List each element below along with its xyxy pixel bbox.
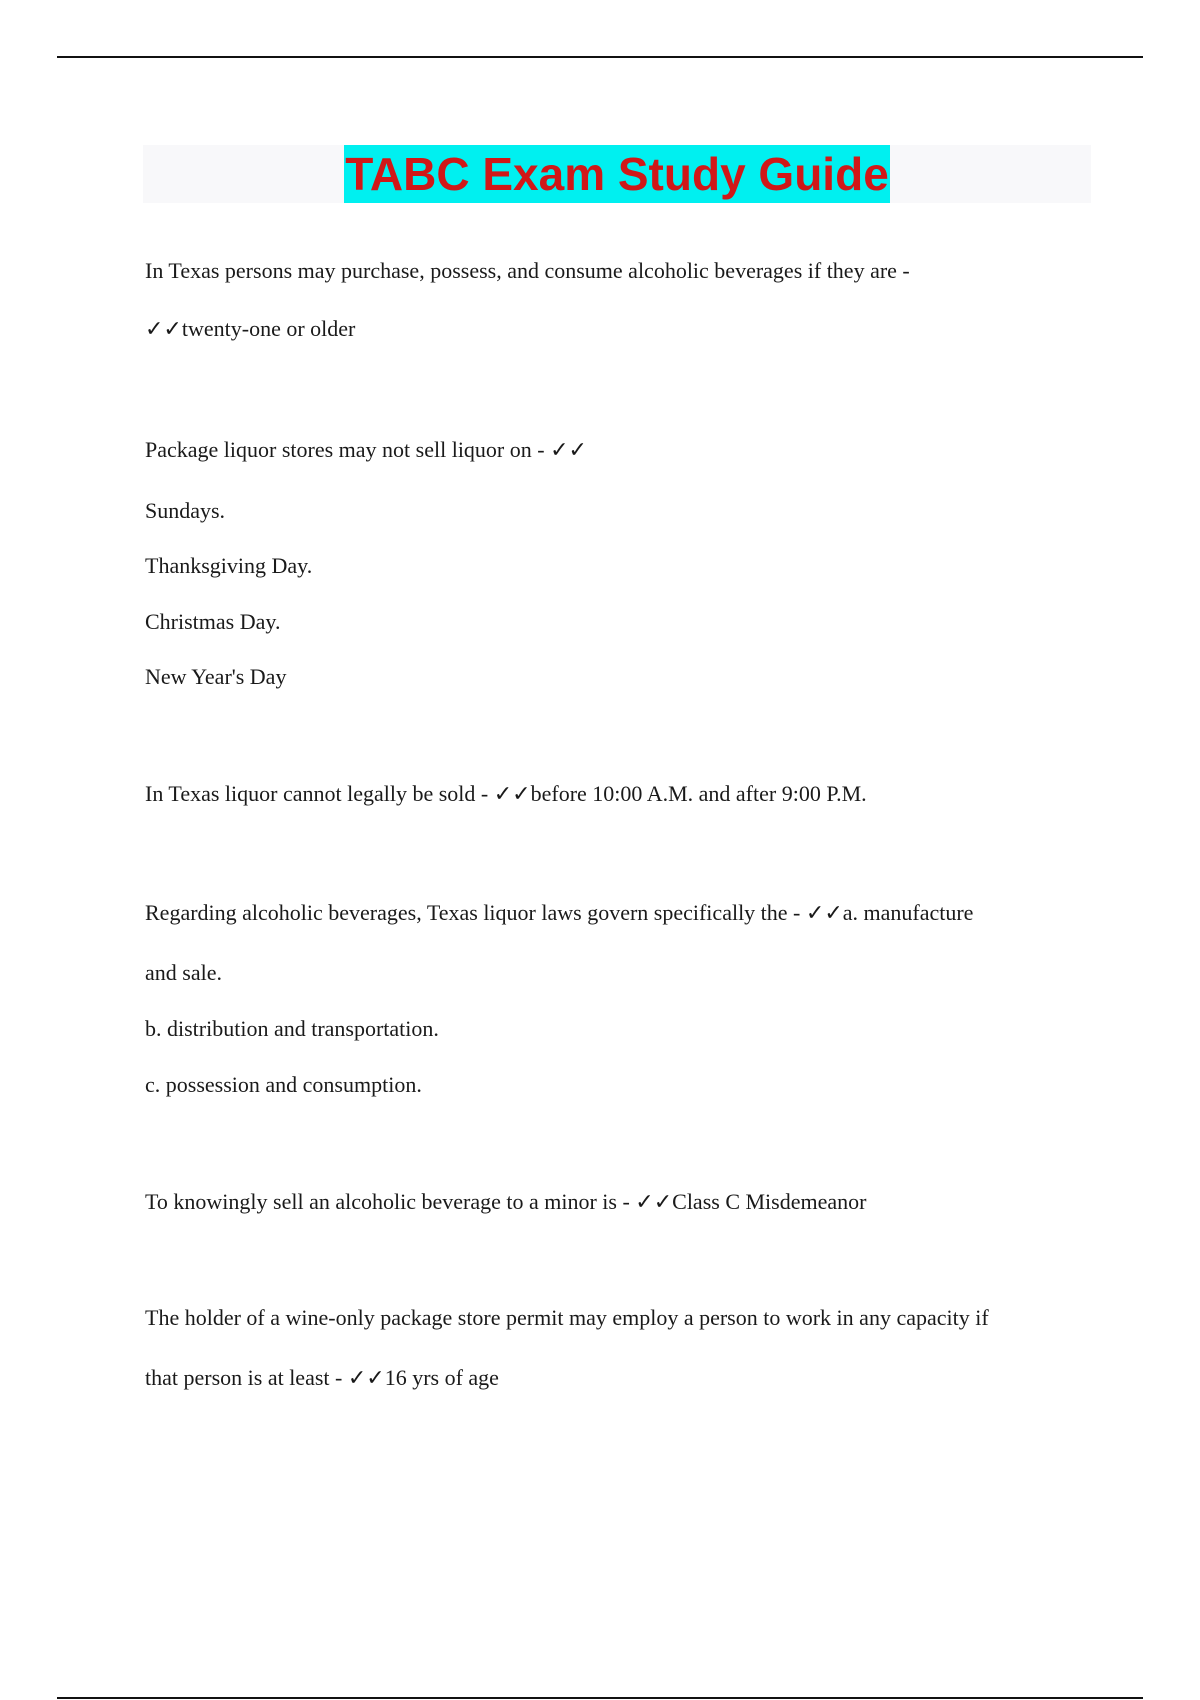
- q5-question-answer: To knowingly sell an alcoholic beverage to a minor is - ✓✓Class C Misdemeanor: [145, 1189, 867, 1214]
- q4-answer-line: c. possession and consumption.: [145, 1072, 422, 1097]
- document-title: TABC Exam Study Guide: [344, 145, 890, 203]
- title-banner: [143, 145, 1091, 203]
- q4-answer-line: and sale.: [145, 960, 222, 985]
- q2-answer-line: Sundays.: [145, 498, 226, 523]
- q2-answer-line: Thanksgiving Day.: [145, 553, 313, 578]
- top-rule: [57, 56, 1143, 58]
- q1-question: In Texas persons may purchase, possess, and consume alcoholic beverages if they are -: [145, 258, 910, 283]
- q2-question: Package liquor stores may not sell liquor on - ✓✓: [145, 437, 587, 462]
- q2-answer-line: Christmas Day.: [145, 609, 281, 634]
- q6-question: The holder of a wine-only package store permit may employ a person to work in any capacity if: [145, 1305, 989, 1330]
- bottom-rule: [57, 1697, 1143, 1699]
- q4-answer-line: b. distribution and transportation.: [145, 1016, 439, 1041]
- q6-answer: that person is at least - ✓✓16 yrs of age: [145, 1365, 499, 1390]
- q4-question: Regarding alcoholic beverages, Texas liquor laws govern specifically the - ✓✓a. manufacture: [145, 900, 974, 925]
- q2-answer-line: New Year's Day: [145, 664, 287, 689]
- q1-answer: ✓✓twenty-one or older: [145, 316, 356, 341]
- q3-question-answer: In Texas liquor cannot legally be sold - ✓✓before 10:00 A.M. and after 9:00 P.M.: [145, 781, 867, 806]
